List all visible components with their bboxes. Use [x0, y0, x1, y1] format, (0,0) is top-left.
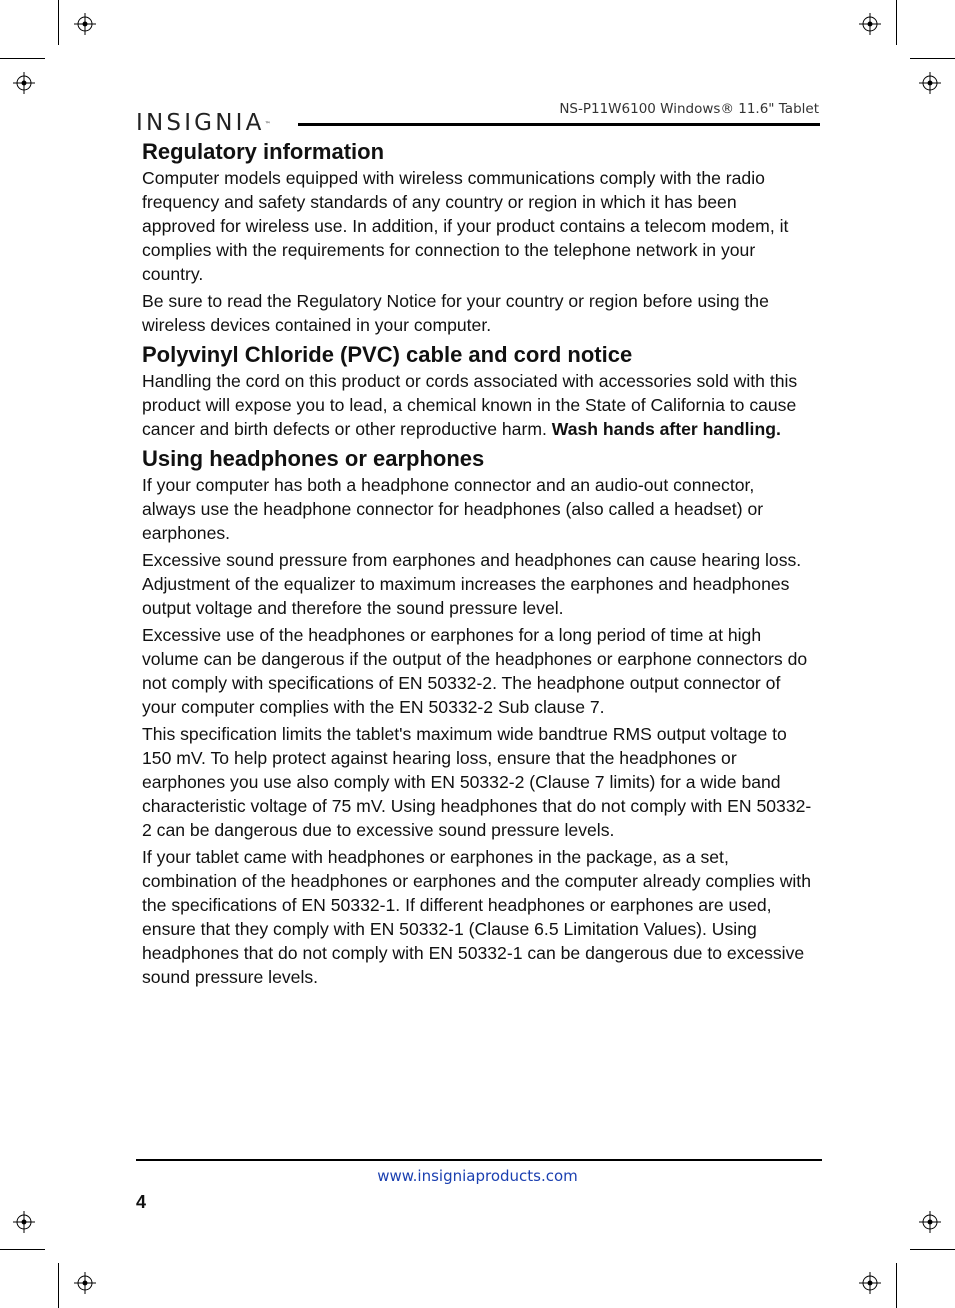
paragraph: If your tablet came with headphones or earphones in the package, as a set, combination of the headphones or earphones and the computer already complies with the specifications of EN 50332-1. If different headphones or earphones are used, ensure that they comply with EN 50332-1 (Clause 6.5 Limitation Values). Using headphones that do not comply with EN 50332-1 can be dangerous due to excessive sound pressure levels.: [142, 847, 811, 987]
section-title: Regulatory information: [142, 139, 385, 164]
registration-mark-icon: [13, 1211, 35, 1233]
page-number: 4: [136, 1192, 147, 1212]
section-title: Using headphones or earphones: [142, 446, 485, 471]
warning-text: Wash hands after handling.: [551, 419, 781, 439]
registration-mark-icon: [74, 13, 96, 35]
paragraph: Be sure to read the Regulatory Notice for your country or region before using the wireless devices contained in your computer.: [142, 291, 769, 335]
crop-mark: [910, 1249, 955, 1250]
brand-logo: [136, 110, 271, 136]
paragraph: If your computer has both a headphone connector and an audio-out connector, always use the headphone connector for headphones (also called a headset) or earphones.: [142, 475, 764, 543]
registration-mark-icon: [859, 1272, 881, 1294]
paragraph: Excessive use of the headphones or earphones for a long period of time at high volume can be dangerous if the output of the headphones or earphone connectors do not comply with specifications of EN 50332-2. The headphone output connector of your computer complies with the EN 50332-2 Sub clause 7.: [142, 625, 808, 717]
website-link[interactable]: www.insigniaproducts.com: [377, 1167, 578, 1185]
registration-mark-icon: [74, 1272, 96, 1294]
crop-mark: [58, 1263, 59, 1308]
paragraph: This specification limits the tablet's maximum wide bandtrue RMS output voltage to 150 mV. To help protect against hearing loss, ensure that the headphones or earphones you use also comply with EN 50332-2 (Clause 7 limits) for a wide band characteristic voltage of 75 mV. Using headphones that do not comply with EN 50332-2 can be dangerous due to excessive sound pressure levels.: [142, 724, 812, 840]
section-title: Polyvinyl Chloride (PVC) cable and cord notice: [142, 342, 633, 367]
brand-logo-text: INSIGNIA: [136, 110, 265, 136]
footer-divider: [136, 1159, 822, 1161]
crop-mark: [0, 58, 45, 59]
paragraph: [142, 369, 812, 441]
crop-mark: [58, 0, 59, 45]
paragraph-text: Handling the cord on this product or cords associated with accessories sold with this product will expose you to lead, a chemical known in the State of California to cause cancer and birth defects or other reproductive harm.: [142, 371, 798, 439]
crop-mark: [896, 1263, 897, 1308]
model-name: NS-P11W6100 Windows® 11.6" Tablet: [559, 101, 819, 117]
paragraph: Computer models equipped with wireless communications comply with the radio frequency and safety standards of any country or region in which it has been approved for wireless use. In addition, if your product contains a telecom modem, it complies with the requirements for connection to the telephone network in your country.: [142, 168, 789, 284]
crop-mark: [0, 1249, 45, 1250]
registration-mark-icon: [919, 1211, 941, 1233]
paragraph: Excessive sound pressure from earphones and headphones can cause hearing loss. Adjustment of the equalizer to maximum increases the earphones and headphones output voltage and therefore the sound pressure level.: [142, 550, 802, 618]
crop-mark: [910, 58, 955, 59]
trademark-mark: ™: [264, 121, 271, 128]
registration-mark-icon: [859, 13, 881, 35]
registration-mark-icon: [13, 72, 35, 94]
header-divider: [298, 123, 820, 126]
crop-mark: [896, 0, 897, 45]
page-content: [142, 138, 812, 992]
registration-mark-icon: [919, 72, 941, 94]
